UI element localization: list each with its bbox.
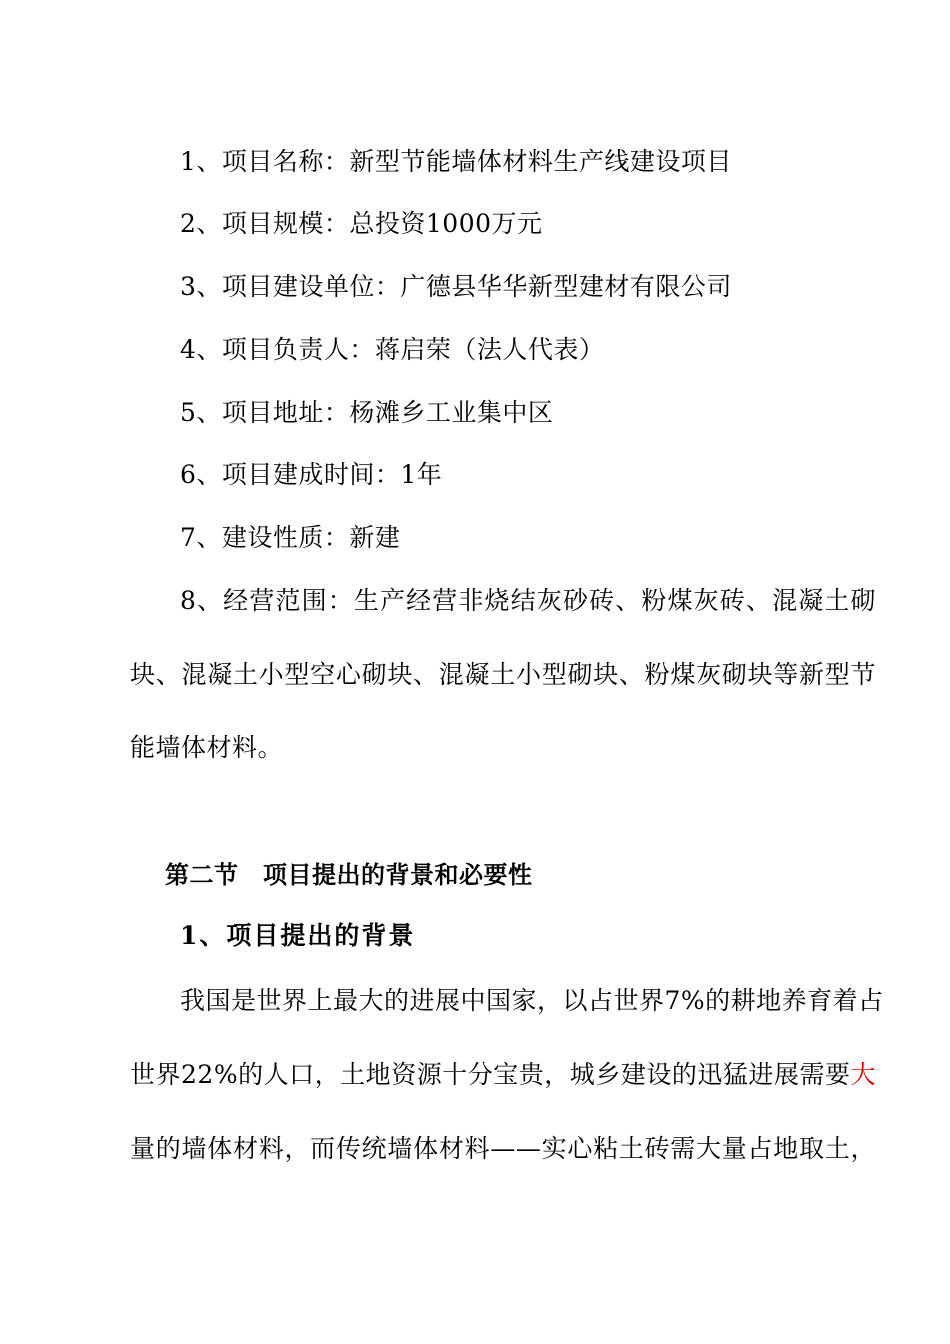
project-scale-item: 2、项目规模：总投资1000万元 [180, 209, 543, 238]
paragraph-text: 世界22%的人口，土地资源十分宝贵，城乡建设的迅猛进展需要 [130, 1060, 851, 1089]
project-leader-item: 4、项目负责人：蒋启荣（法人代表） [180, 335, 605, 364]
background-paragraph-line-3: 量的墙体材料，而传统墙体材料——实心粘土砖需大量占地取土， [130, 1134, 876, 1163]
project-unit-item: 3、项目建设单位：广德县华华新型建材有限公司 [180, 272, 732, 301]
project-name-item: 1、项目名称：新型节能墙体材料生产线建设项目 [180, 147, 732, 176]
background-paragraph-line-2 [130, 1060, 876, 1090]
business-scope-line-1: 8、经营范围：生产经营非烧结灰砂砖、粉煤灰砖、混凝土砌 [180, 586, 876, 615]
business-scope-line-2: 块、混凝土小型空心砌块、混凝土小型砌块、粉煤灰砌块等新型节 [130, 660, 876, 689]
project-duration-item: 6、项目建成时间：1年 [180, 460, 443, 489]
business-scope-line-3: 能墙体材料。 [130, 733, 284, 762]
project-nature-item: 7、建设性质：新建 [180, 523, 401, 552]
section-heading: 第二节 项目提出的背景和必要性 [165, 861, 533, 889]
subsection-heading: 1、项目提出的背景 [180, 921, 416, 950]
highlighted-character: 大 [850, 1060, 876, 1089]
background-paragraph-line-1: 我国是世界上最大的进展中国家，以占世界7%的耕地养育着占 [180, 986, 884, 1015]
project-address-item: 5、项目地址：杨滩乡工业集中区 [180, 398, 554, 427]
